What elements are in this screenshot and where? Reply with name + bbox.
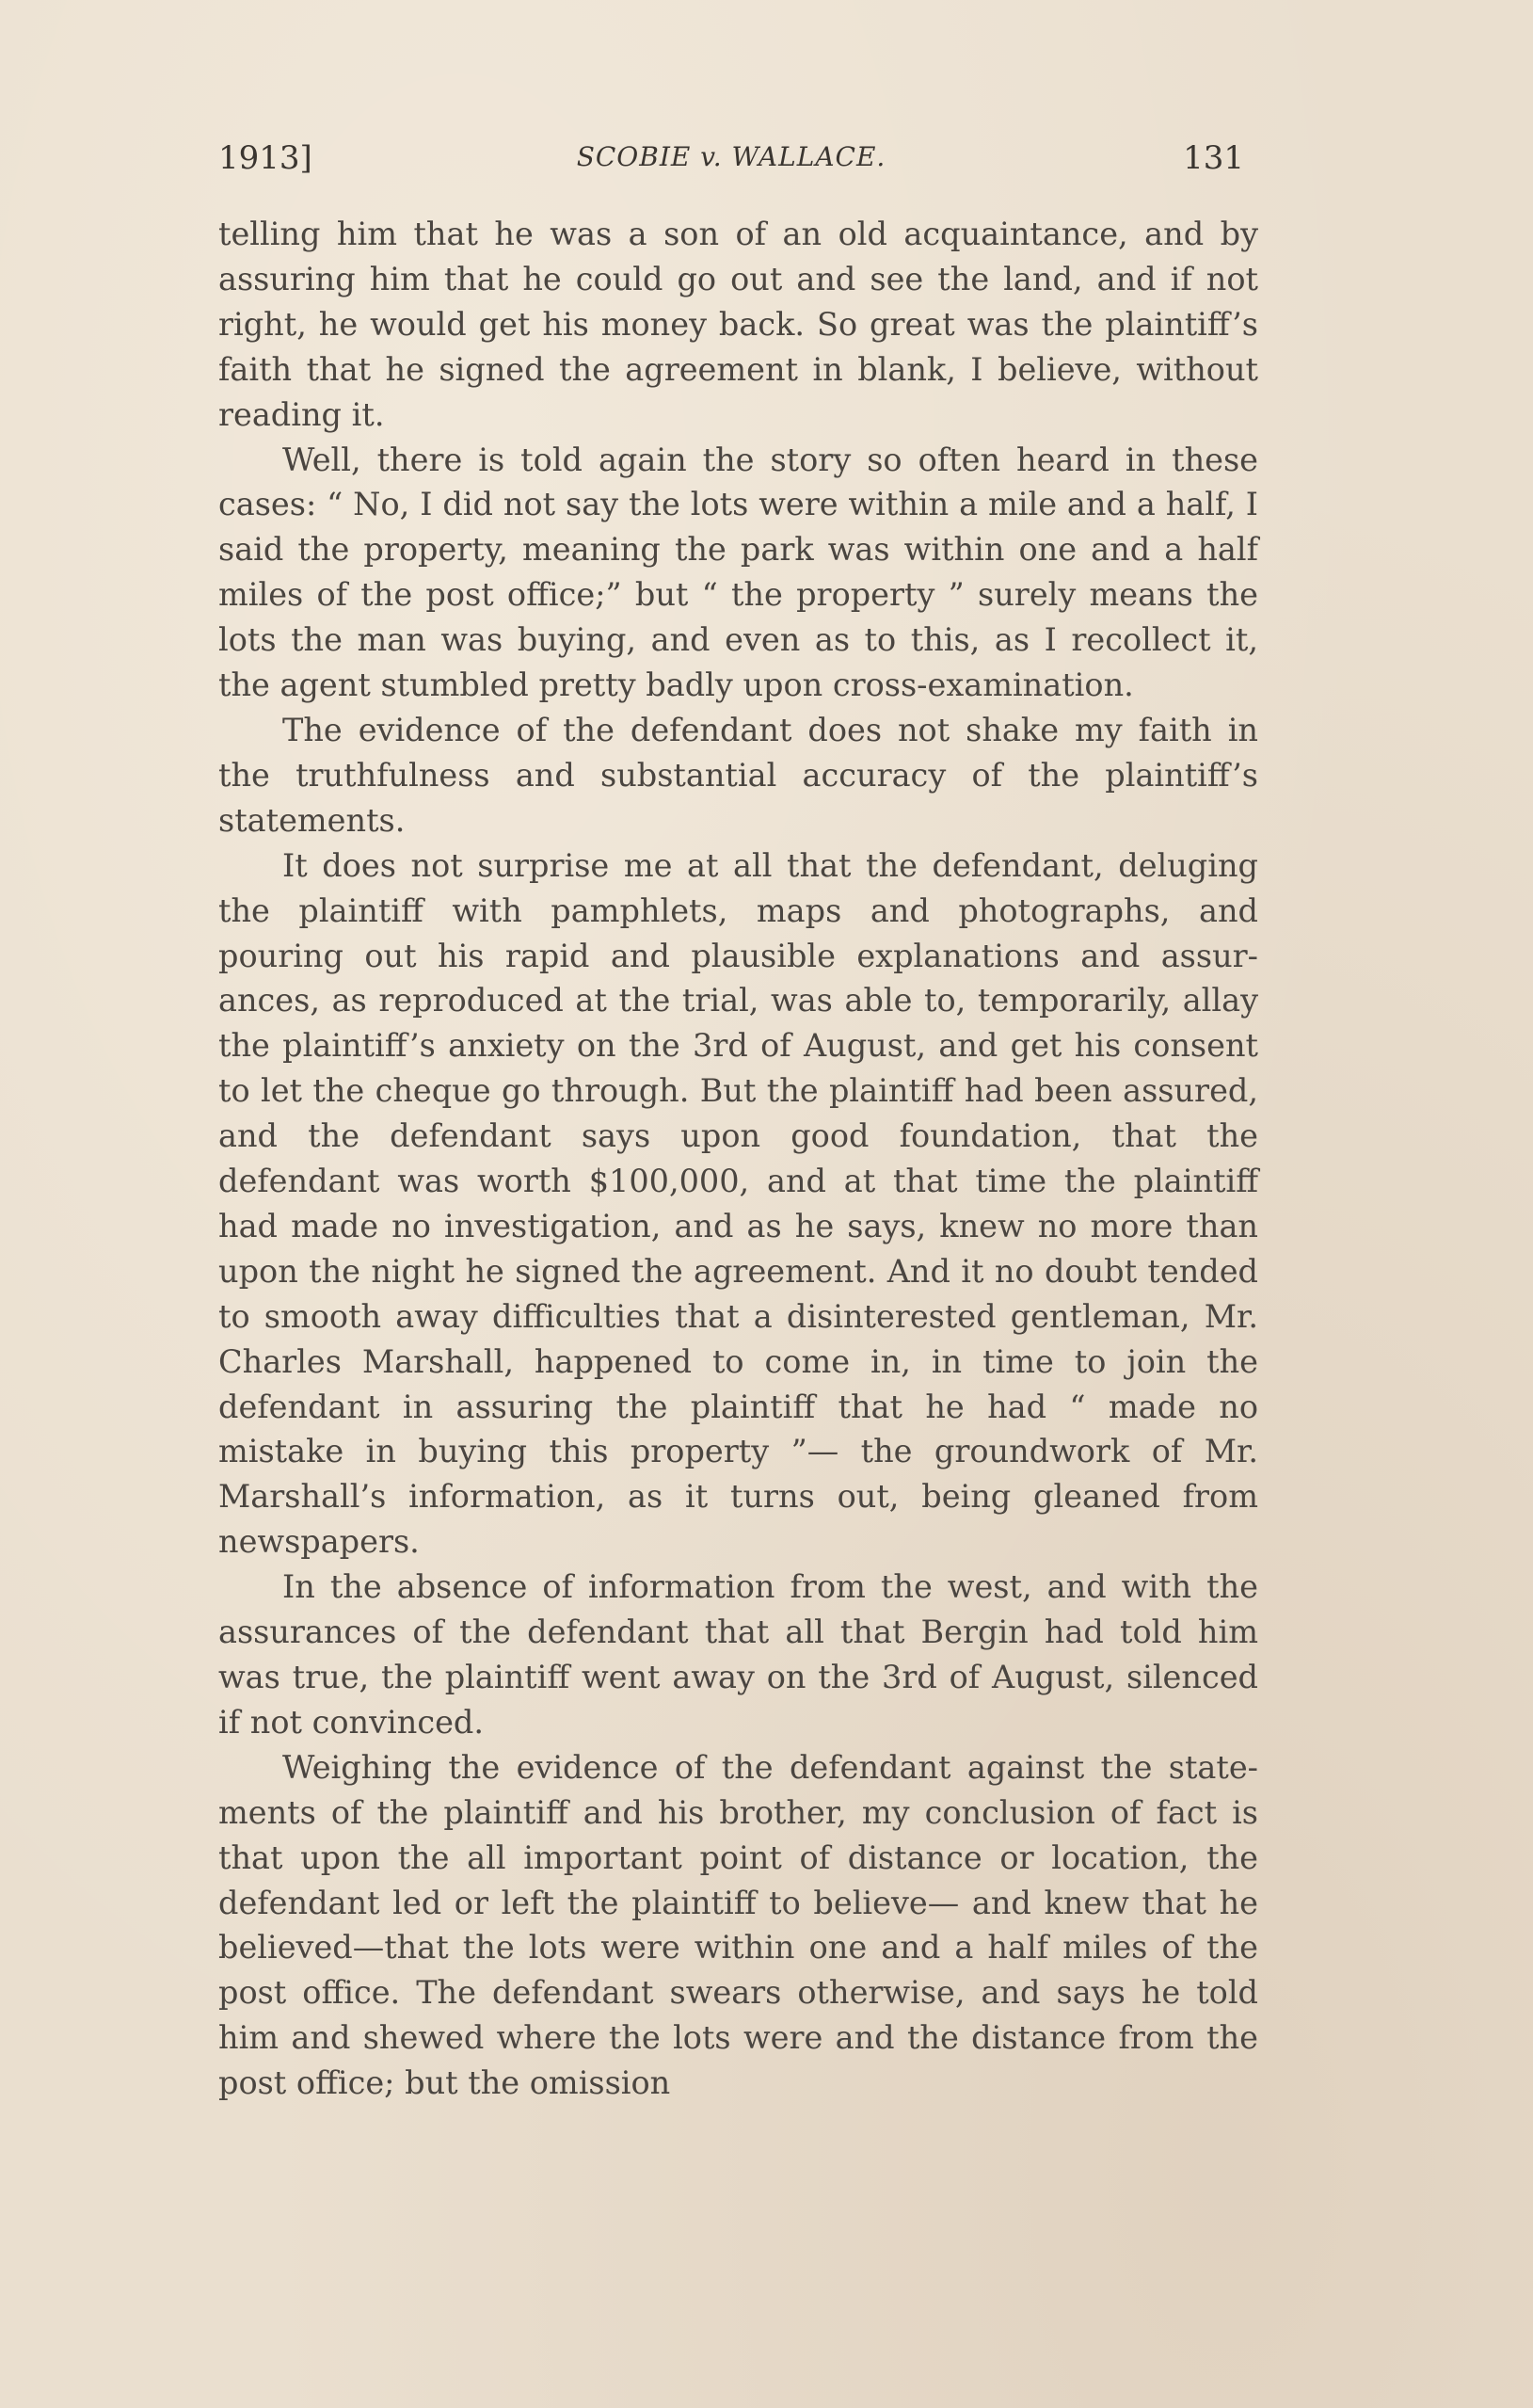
paragraph: The evidence of the defendant does not shake my faith in the truthfulness and substantial accuracy of the plaintiff’s statements. [218, 711, 1258, 839]
paragraph-continued: telling him that he was a son of an old acquaintance, and by assuring him that he could go out and see the land, and if not right, he would get his money back. So great was the plaintiff’s faith that he signed the agreement in blank, I believe, without reading it. [218, 216, 1258, 433]
running-header [218, 139, 1244, 186]
paragraph: In the absence of information from the west, and with the assurances of the defendant that all that Bergin had told him was true, the plaintiff went away on the 3rd of August, silenced if not convinced. [218, 1568, 1258, 1741]
page-body [218, 212, 1258, 2106]
paragraph: Well, there is told again the story so often heard in these cases: “ No, I did not say the lots were within a mile and a half, I said the property, meaning the park was within one and a half miles of the post office;” but “ the property ” surely means the lots the man was buying, and even as to this, as I recollect it, the agent stumbled pretty badly upon cross-examination. [218, 441, 1258, 704]
header-year: 1913] [218, 139, 312, 177]
page-number: 131 [1183, 139, 1244, 177]
header-case-title: SCOBIE v. WALLACE. [576, 141, 886, 172]
paragraph: Weighing the evidence of the defendant against the statements of the plaintiff and his brother, my conclusion of fact is that upon the all important point of distance or location, the defendant led or left the plaintiff to believe— and knew that he believed—that the lots were within one and a half miles of the post office. The defendant swears otherwise, and says he told him and shewed where the lots were and the distance from the post office; but the omission [218, 1748, 1258, 2102]
paragraph: It does not surprise me at all that the defendant, deluging the plaintiff with pamphlets, maps and photographs, and pouring out his rapid and plausible explanations and assurances, as reproduced at the trial, was able to, temporarily, allay the plaintiff’s anxiety on the 3rd of August, and get his consent to let the cheque go through. But the plaintiff had been assured, and the defendant says upon good foundation, that the defendant was worth $100,000, and at that time the plaintiff had made no investigation, and as he says, knew no more than upon the night he signed the agreement. And it no doubt tended to smooth away difficulties that a disinterested gentleman, Mr. Charles Marshall, happened to come in, in time to join the defendant in assuring the plaintiff that he had “ made no mistake in buying this property ”— the groundwork of Mr. Marshall’s information, as it turns out, being gleaned from newspapers. [218, 846, 1258, 1561]
